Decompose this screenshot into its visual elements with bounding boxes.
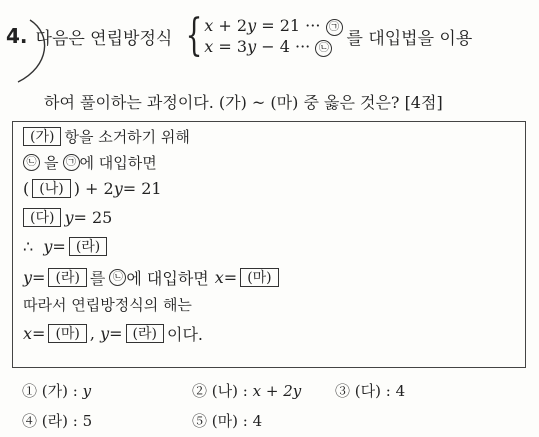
circled-mark-2: ㉡ <box>315 40 332 57</box>
brace-icon: { <box>185 10 203 61</box>
solution-line-4: (다) y = 25 <box>23 208 112 227</box>
solution-line-3: ( (나) ) + 2 y = 21 <box>23 179 162 198</box>
equation-1: x + 2y = 21 ··· ㉠ <box>204 15 342 36</box>
circled-mark: ㉡ <box>109 269 126 286</box>
choice-4[interactable]: ④ (라) : 5 <box>22 412 93 430</box>
solution-line-5: ∴ y = (라) <box>23 237 110 256</box>
solution-line-2: ㉡ 을 ㉠ 에 대입하면 <box>23 152 157 173</box>
choice-2[interactable]: ② (나) : x + 2y <box>192 382 302 400</box>
solution-line-6: y = (라) 를 ㉡ 에 대입하면 x = (마) <box>23 266 282 289</box>
choice-3[interactable]: ③ (다) : 4 <box>335 382 406 400</box>
question-text-after: 를 대입법을 이용 <box>346 28 473 49</box>
choice-5[interactable]: ⑤ (마) : 4 <box>192 412 263 430</box>
label-ga-box: (가) <box>23 127 61 146</box>
label-na-box: (나) <box>32 179 70 198</box>
label-ra-box: (라) <box>126 324 164 343</box>
solution-line-8: x = (마) , y = (라) 이다. <box>23 324 203 344</box>
solution-line-1: (가) 항을 소거하기 위해 <box>23 126 190 147</box>
label-ma-box: (마) <box>240 268 278 287</box>
choice-1[interactable]: ① (가) : y <box>22 382 92 400</box>
label-ma-box: (마) <box>48 324 86 343</box>
label-da-box: (다) <box>23 208 61 227</box>
circled-mark-1: ㉠ <box>326 19 343 36</box>
question-text-before: 다음은 연립방정식 <box>35 28 173 49</box>
equation-2: x = 3y − 4 ··· ㉡ <box>204 36 342 57</box>
circled-mark: ㉡ <box>23 154 40 171</box>
solution-box <box>12 121 526 368</box>
label-ra-box: (라) <box>48 268 86 287</box>
question-line-2: 하여 풀이하는 과정이다. (가) ~ (마) 중 옳은 것은? [4점] <box>44 93 443 112</box>
question-line-1 <box>6 10 473 61</box>
question-number: 4. <box>6 24 28 48</box>
equation-system <box>180 10 342 61</box>
circled-mark: ㉠ <box>63 154 80 171</box>
solution-line-7: 따라서 연립방정식의 해는 <box>23 296 192 314</box>
label-ra-box: (라) <box>69 237 107 256</box>
